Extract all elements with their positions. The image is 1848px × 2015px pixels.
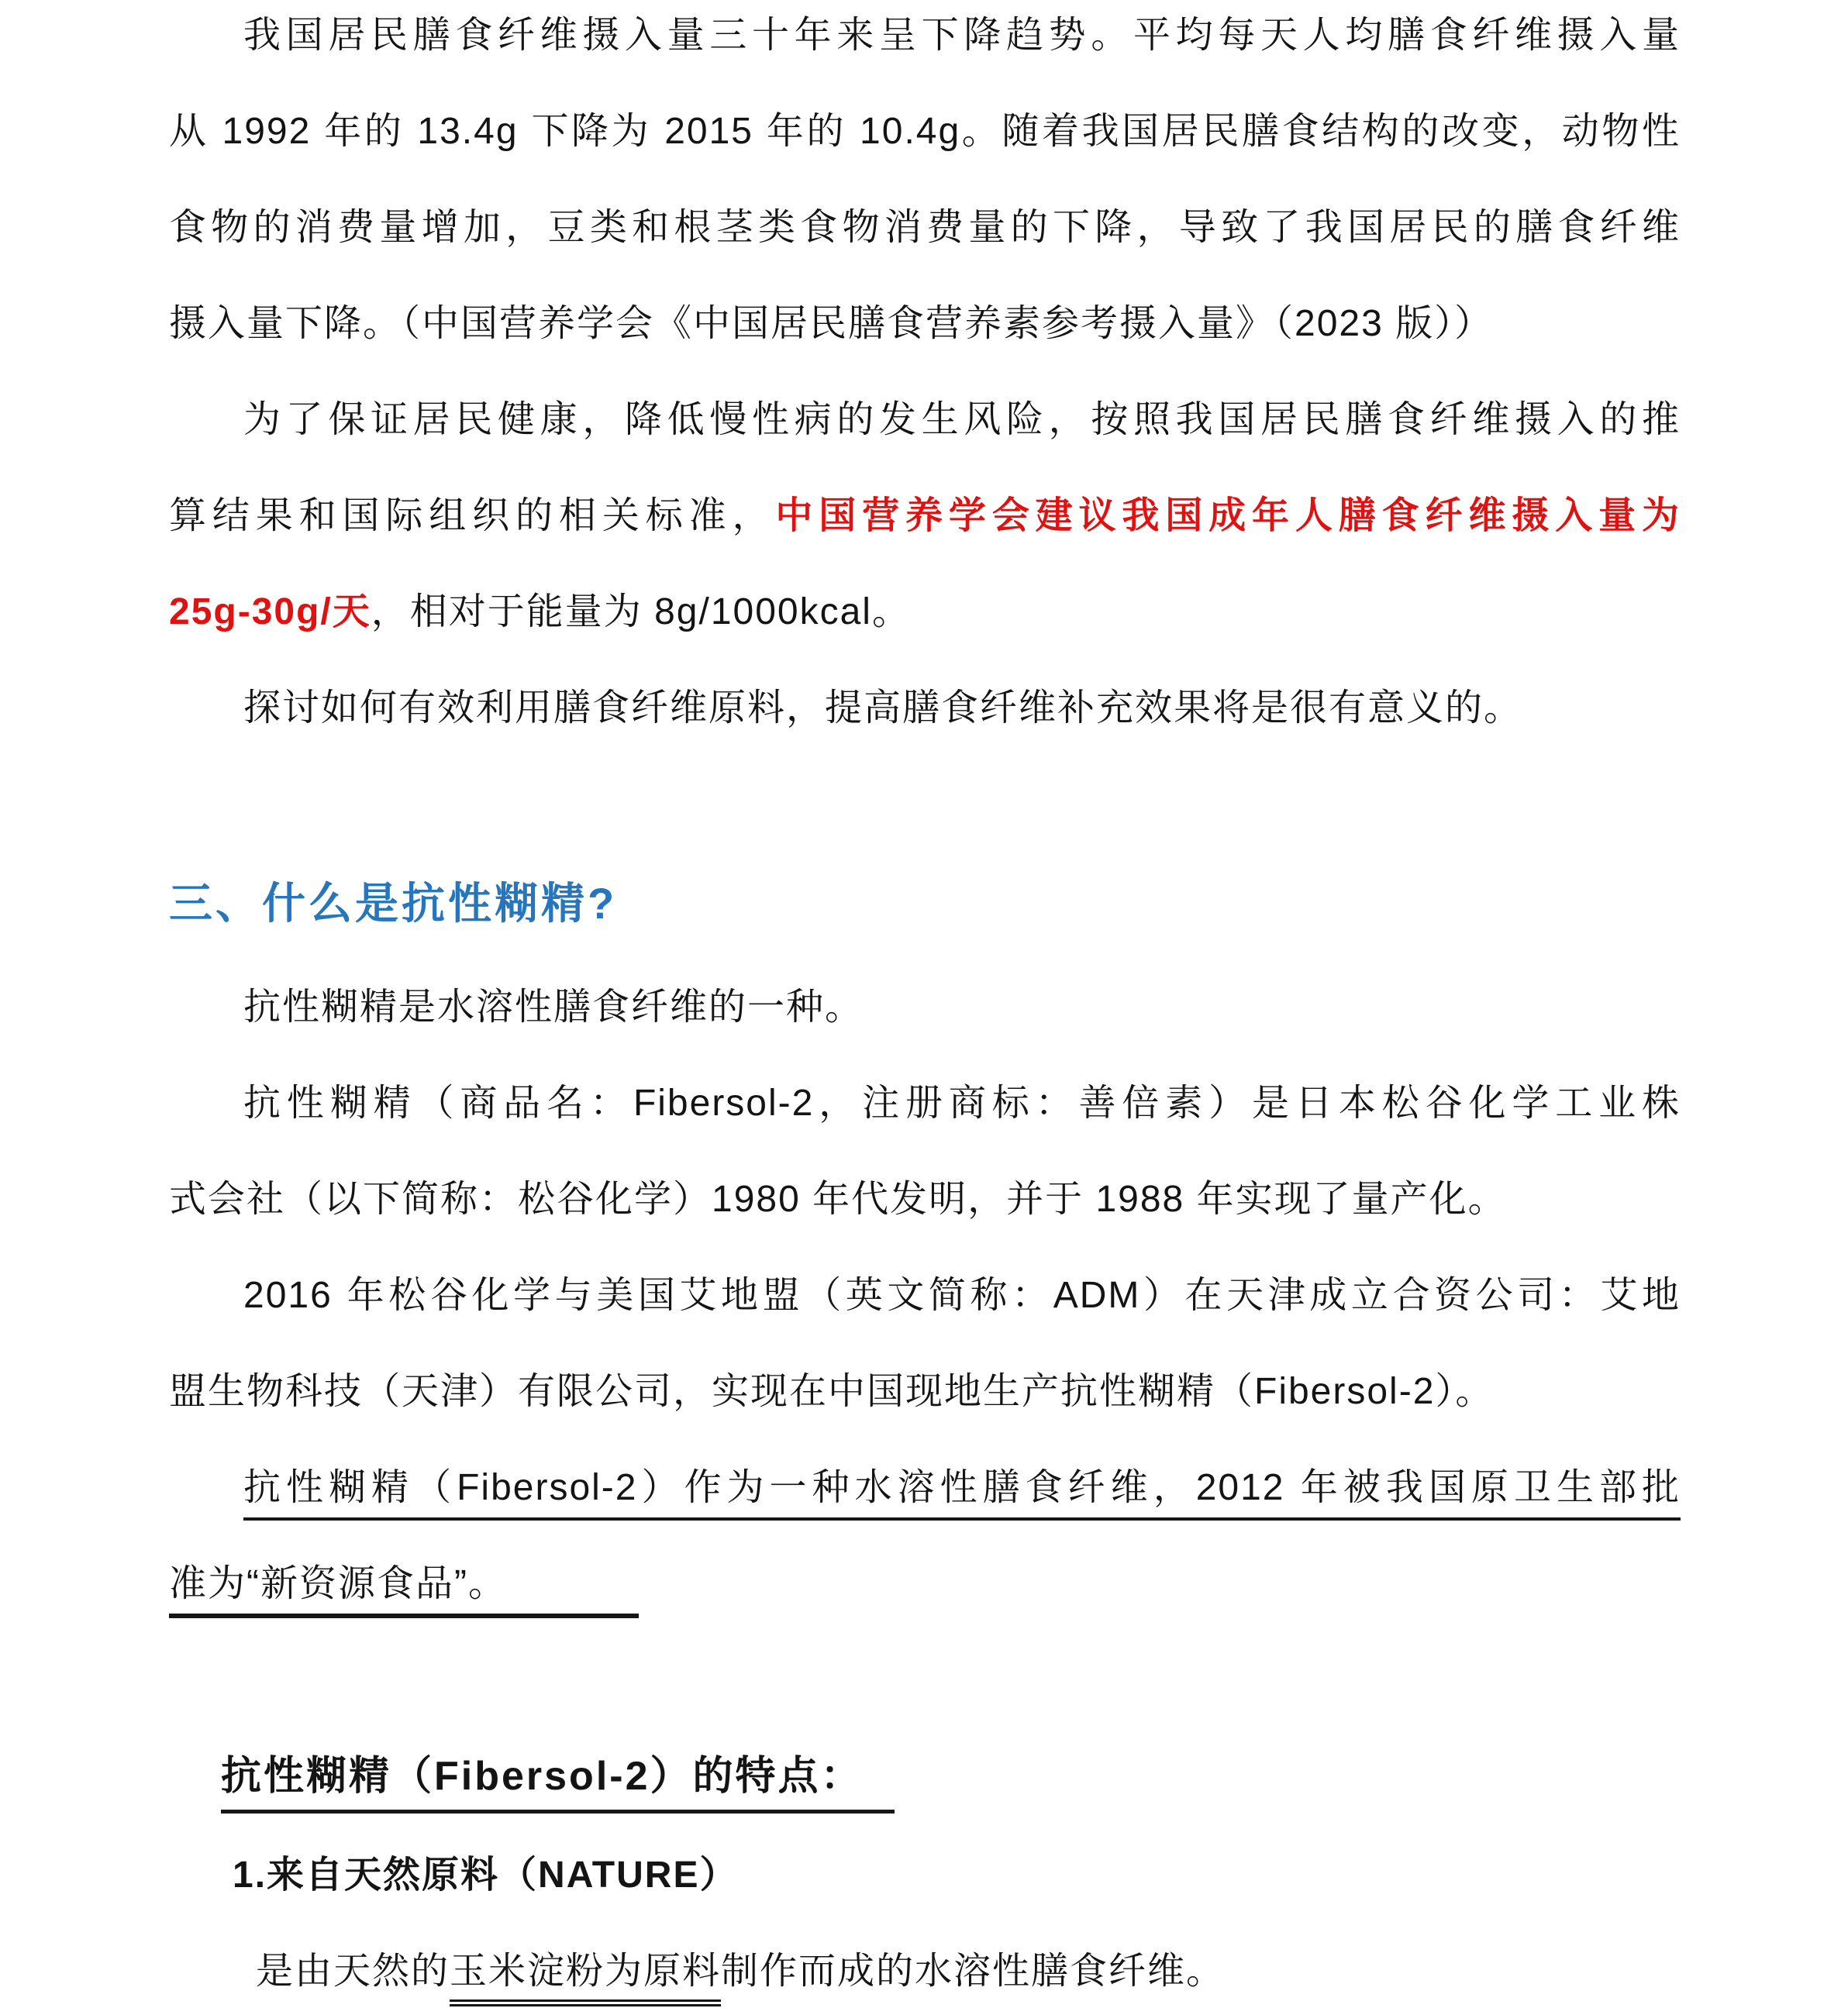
paragraph-1-line-4: [169, 298, 1681, 394]
feature-1-description: [256, 1945, 1681, 2015]
document-body: [169, 9, 1681, 2015]
section-heading: [169, 873, 1681, 981]
body-text: 制作而成的水溶性膳食纤维。: [721, 1951, 1226, 1992]
paragraph-4-line-1: [169, 981, 1681, 1077]
paragraph-2-line-3: [169, 586, 1681, 682]
body-text: 我国居民膳食纤维摄入量三十年来呈下降趋势。平均每天人均膳食纤维摄入量: [243, 15, 1681, 56]
section-heading-text: 三、什么是抗性糊精?: [169, 879, 618, 928]
paragraph-6-line-1: [169, 1269, 1681, 1366]
recommendation-emphasis-value: 25g-30g/天: [169, 591, 371, 632]
body-text: 探讨如何有效利用膳食纤维原料，提高膳食纤维补充效果将是很有意义的。: [243, 687, 1523, 728]
body-text: 盟生物科技（天津）有限公司，实现在中国现地生产抗性糊精（Fibersol-2）。: [169, 1371, 1495, 1412]
paragraph-6-line-2: [169, 1366, 1681, 1462]
body-text: 是由天然的: [256, 1951, 450, 1992]
body-text: 摄入量下降。（中国营养学会《中国居民膳食营养素参考摄入量》（2023 版））: [169, 303, 1494, 344]
paragraph-1-line-2: [169, 105, 1681, 202]
paragraph-1-line-1: [169, 9, 1681, 105]
body-text: 抗性糊精是水溶性膳食纤维的一种。: [243, 987, 864, 1028]
underlined-approval-text: 抗性糊精（Fibersol-2）作为一种水溶性膳食纤维，2012 年被我国原卫生部批: [243, 1467, 1681, 1521]
features-heading: [221, 1747, 1681, 1849]
paragraph-2-line-2: [169, 490, 1681, 586]
features-heading-text: 抗性糊精（Fibersol-2）的特点：: [221, 1754, 895, 1814]
paragraph-1-line-3: [169, 202, 1681, 298]
paragraph-2-line-1: [169, 394, 1681, 490]
body-text: ，相对于能量为 8g/1000kcal。: [371, 591, 911, 632]
paragraph-5-line-2: [169, 1173, 1681, 1269]
paragraph-5-line-1: [169, 1077, 1681, 1173]
recommendation-emphasis-text: 中国营养学会建议我国成年人膳食纤维摄入量为: [775, 495, 1681, 536]
feature-1-title-text: 1.来自天然原料（NATURE）: [233, 1855, 739, 1896]
body-text: 算结果和国际组织的相关标准，: [169, 495, 776, 536]
body-text: 为了保证居民健康，降低慢性病的发生风险，按照我国居民膳食纤维摄入的推: [243, 399, 1681, 440]
paragraph-7-line-1: [169, 1462, 1681, 1558]
underlined-approval-text: 准为“新资源食品”。: [169, 1563, 639, 1618]
feature-1-title: [233, 1849, 1681, 1945]
body-text: 抗性糊精（商品名：Fibersol-2，注册商标：善倍素）是日本松谷化学工业株: [243, 1083, 1681, 1124]
underlined-raw-material-text: 玉米淀粉为原料: [450, 1951, 721, 2006]
body-text: 2016 年松谷化学与美国艾地盟（英文简称：ADM）在天津成立合资公司：艾地: [243, 1275, 1681, 1316]
paragraph-7-line-2: [169, 1558, 1681, 1654]
body-text: 食物的消费量增加，豆类和根茎类食物消费量的下降，导致了我国居民的膳食纤维: [169, 207, 1681, 248]
paragraph-3-line-1: [169, 682, 1681, 778]
body-text: 从 1992 年的 13.4g 下降为 2015 年的 10.4g。随着我国居民膳食结构的改变，动物性: [169, 111, 1681, 152]
body-text: 式会社（以下简称：松谷化学）1980 年代发明，并于 1988 年实现了量产化。: [169, 1179, 1507, 1220]
